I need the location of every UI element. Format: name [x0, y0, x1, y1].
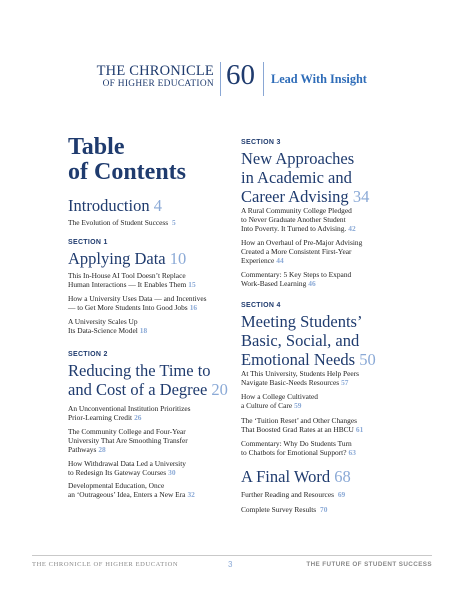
section4-heading[interactable]	[241, 312, 376, 369]
entry-page: 70	[320, 505, 328, 514]
section2-heading[interactable]	[68, 361, 228, 399]
entry-page: 44	[276, 256, 284, 266]
toc-entry[interactable]	[241, 505, 327, 514]
entry-line: How a University Uses Data — and Incentives	[68, 294, 207, 303]
section1-page: 10	[169, 249, 187, 268]
entry-page: 28	[98, 445, 106, 455]
entry-line: The ‘Tuition Reset’ and Other Changes	[241, 416, 357, 425]
entry-line: Developmental Education, Once	[68, 481, 165, 490]
final-word-title: A Final Word	[241, 467, 331, 486]
entry-page: 15	[188, 280, 196, 290]
section4-title-line3: Emotional Needs	[241, 350, 356, 369]
entry-title: Further Reading and Resources	[241, 490, 334, 499]
toc-entry[interactable]	[68, 317, 147, 335]
entry-page: 26	[134, 413, 142, 423]
entry-line: Commentary: Why Do Students Turn	[241, 439, 352, 448]
section4-page: 50	[359, 350, 376, 369]
entry-line: An Unconventional Institution Prioritizes	[68, 404, 191, 413]
section2-title-line1: Reducing the Time to	[68, 361, 211, 380]
toc-entry[interactable]	[68, 459, 186, 477]
entry-line: University That Are Smoothing Transfer	[68, 436, 188, 446]
section1-label: SECTION 1	[68, 239, 108, 246]
entry-page: 42	[348, 224, 356, 234]
entry-page: 18	[139, 326, 148, 336]
section3-page: 34	[352, 187, 370, 206]
section3-title-line1: New Approaches	[241, 149, 355, 168]
page-number: 3	[228, 560, 233, 569]
brand-line1: THE CHRONICLE	[96, 63, 214, 79]
entry-page: 30	[168, 468, 176, 478]
toc-entry[interactable]	[241, 392, 318, 410]
toc-entry[interactable]	[241, 206, 356, 234]
brand-line2: OF HIGHER EDUCATION	[102, 78, 214, 89]
entry-line: Its Data-Science Model	[68, 326, 138, 336]
entry-page: 46	[308, 279, 316, 289]
page-title-line1: Table	[68, 134, 125, 160]
entry-page: 61	[355, 425, 364, 435]
divider	[220, 62, 221, 96]
entry-line: to Chatbots for Emotional Support?	[241, 448, 347, 458]
entry-line: Experience	[241, 256, 275, 266]
page-title	[68, 135, 186, 185]
section3-heading[interactable]	[241, 149, 369, 206]
section1-heading[interactable]	[68, 249, 186, 268]
entry-page: 57	[341, 378, 349, 388]
entry-line: an ‘Outrageous’ Idea, Enters a New Era	[68, 490, 186, 500]
entry-page: 5	[172, 218, 176, 227]
entry-line: — to Get More Students Into Good Jobs	[68, 303, 188, 313]
introduction-title: Introduction	[68, 196, 150, 215]
entry-line: Navigate Basic-Needs Resources	[241, 378, 340, 388]
entry-line: a Culture of Care	[241, 401, 293, 411]
entry-page: 32	[187, 490, 195, 500]
entry-line: Created a More Consistent First-Year	[241, 247, 352, 257]
entry-line: Commentary: 5 Key Steps to Expand	[241, 270, 352, 279]
anniversary-number: 60	[226, 59, 255, 91]
section4-label: SECTION 4	[241, 302, 281, 309]
section3-label: SECTION 3	[241, 139, 281, 146]
footer-publication: THE CHRONICLE OF HIGHER EDUCATION	[32, 561, 179, 568]
entry-line: Prior-Learning Credit	[68, 413, 133, 423]
chronicle-logo	[97, 64, 214, 89]
entry-page: 69	[337, 490, 346, 499]
entry-page: 16	[189, 303, 198, 313]
section2-page: 20	[211, 380, 228, 399]
section2-title-line2: and Cost of a Degree	[68, 380, 208, 399]
footer-rule	[32, 555, 432, 556]
toc-entry[interactable]	[68, 218, 176, 227]
toc-entry[interactable]	[241, 416, 363, 434]
entry-line: Work-Based Learning	[241, 279, 307, 289]
entry-line: That Boosted Grad Rates at an HBCU	[241, 425, 354, 435]
tagline: Lead With Insight	[271, 72, 367, 86]
entry-line: Into Poverty. It Turned to Advising.	[241, 224, 347, 234]
section1-title: Applying Data	[68, 249, 166, 268]
section3-title-line3: Career Advising	[241, 187, 349, 206]
entry-line: How Withdrawal Data Led a University	[68, 459, 186, 468]
entry-line: At This University, Students Help Peers	[241, 369, 360, 378]
footer-report-title: THE FUTURE OF STUDENT SUCCESS	[306, 561, 432, 568]
section4-title-line2: Basic, Social, and	[241, 331, 360, 350]
entry-title: Complete Survey Results	[241, 505, 317, 514]
entry-line: to Redesign Its Gateway Courses	[68, 468, 167, 478]
section2-label: SECTION 2	[68, 351, 108, 358]
final-word-heading[interactable]	[241, 467, 351, 486]
masthead	[0, 59, 464, 102]
entry-title: The Evolution of Student Success	[68, 218, 169, 227]
entry-line: to Never Graduate Another Student	[241, 215, 346, 225]
introduction-page: 4	[153, 196, 162, 215]
introduction-heading[interactable]	[68, 196, 162, 215]
entry-line: A Rural Community College Pledged	[241, 206, 352, 215]
entry-line: How an Overhaul of Pre-Major Advising	[241, 238, 363, 247]
entry-line: A University Scales Up	[68, 317, 138, 326]
toc-entry[interactable]	[241, 490, 345, 499]
entry-line: Human Interactions — It Enables Them	[68, 280, 187, 290]
divider	[263, 62, 264, 96]
toc-entry[interactable]	[241, 270, 351, 288]
entry-line: The Community College and Four-Year	[68, 427, 186, 436]
entry-page: 59	[294, 401, 302, 411]
toc-entry[interactable]	[241, 238, 362, 266]
toc-entry[interactable]	[68, 404, 191, 422]
toc-entry[interactable]	[68, 427, 188, 455]
entry-page: 63	[348, 448, 356, 458]
final-word-page: 68	[334, 467, 351, 486]
entry-line: How a College Cultivated	[241, 392, 318, 401]
section3-title-line2: in Academic and	[241, 168, 352, 187]
toc-entry[interactable]	[68, 294, 207, 312]
toc-entry[interactable]	[241, 369, 359, 387]
section4-title-line1: Meeting Students’	[241, 312, 363, 331]
entry-line: Pathways	[68, 445, 97, 455]
toc-entry[interactable]	[241, 439, 356, 457]
entry-line: This In-House AI Tool Doesn’t Replace	[68, 271, 186, 280]
toc-entry[interactable]	[68, 481, 195, 499]
page-title-line2: of Contents	[68, 159, 186, 185]
toc-entry[interactable]	[68, 271, 196, 289]
